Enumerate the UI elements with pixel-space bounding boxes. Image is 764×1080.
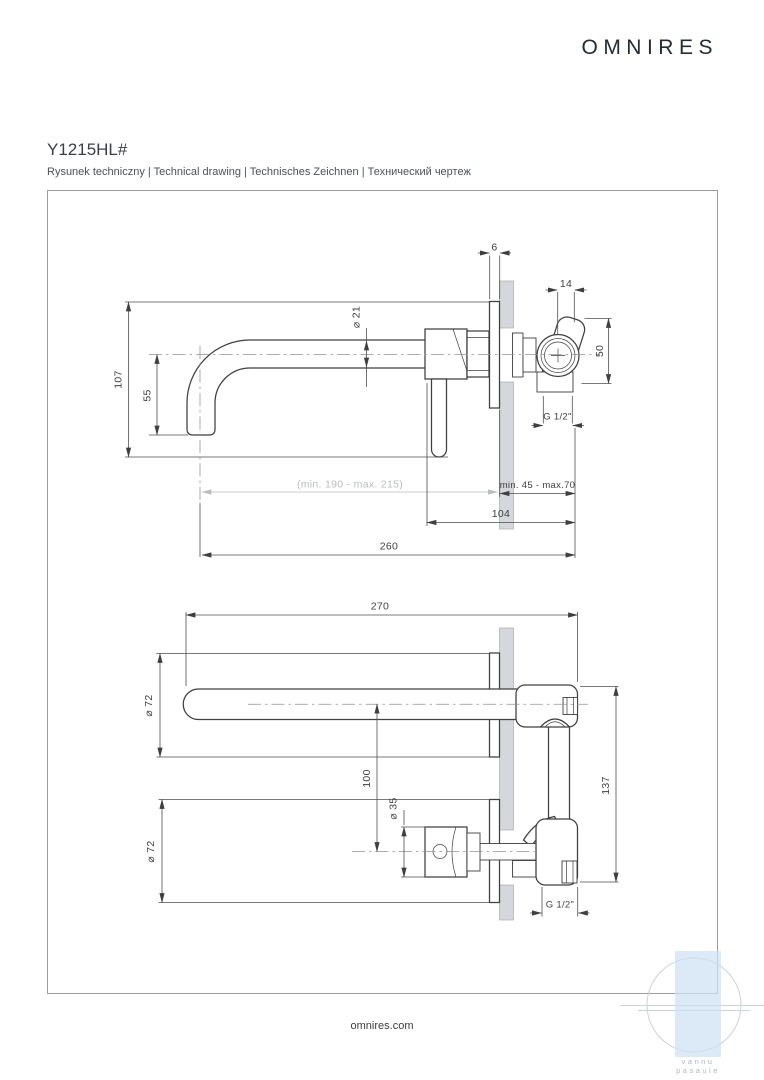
brand-logo: OMNIRES [581, 36, 718, 59]
watermark-bar [675, 951, 721, 1057]
dim-install-depth-range: min. 45 - max.70 [499, 480, 576, 491]
dim-body-depth: 104 [491, 508, 511, 520]
dim-spout-drop: 55 [141, 389, 154, 402]
dim-total-height: 107 [112, 370, 125, 389]
dim-valve-body-height: 137 [600, 776, 612, 795]
dim-spout-escutcheon: ⌀ 72 [143, 694, 155, 717]
dim-spout-reach-range: (min. 190 - max. 215) [296, 478, 404, 491]
drawing-subtitle: Rysunek techniczny | Technical drawing | Technisches Zeichnen | Технический чертеж [47, 166, 471, 178]
dim-plate-thickness: 6 [491, 241, 498, 254]
dim-valve-height: 50 [594, 344, 606, 358]
website-text: omnires.com [350, 1020, 414, 1032]
dim-spout-diameter: ⌀ 21 [350, 305, 363, 329]
dim-port-width: 14 [559, 278, 573, 290]
dim-total-depth: 260 [379, 540, 399, 553]
dim-handle-diameter: ⌀ 35 [387, 797, 400, 820]
product-code: Y1215HL# [47, 140, 128, 159]
dim-handle-escutcheon: ⌀ 72 [145, 840, 157, 863]
dim-thread-front: G 1/2" [545, 899, 575, 911]
watermark-word1: vannu [681, 1057, 715, 1066]
watermark-word2: pasaule [676, 1066, 720, 1075]
dim-axis-spacing: 100 [361, 769, 373, 788]
dim-thread-side: G 1/2" [543, 411, 572, 423]
dim-total-width: 270 [370, 600, 390, 613]
